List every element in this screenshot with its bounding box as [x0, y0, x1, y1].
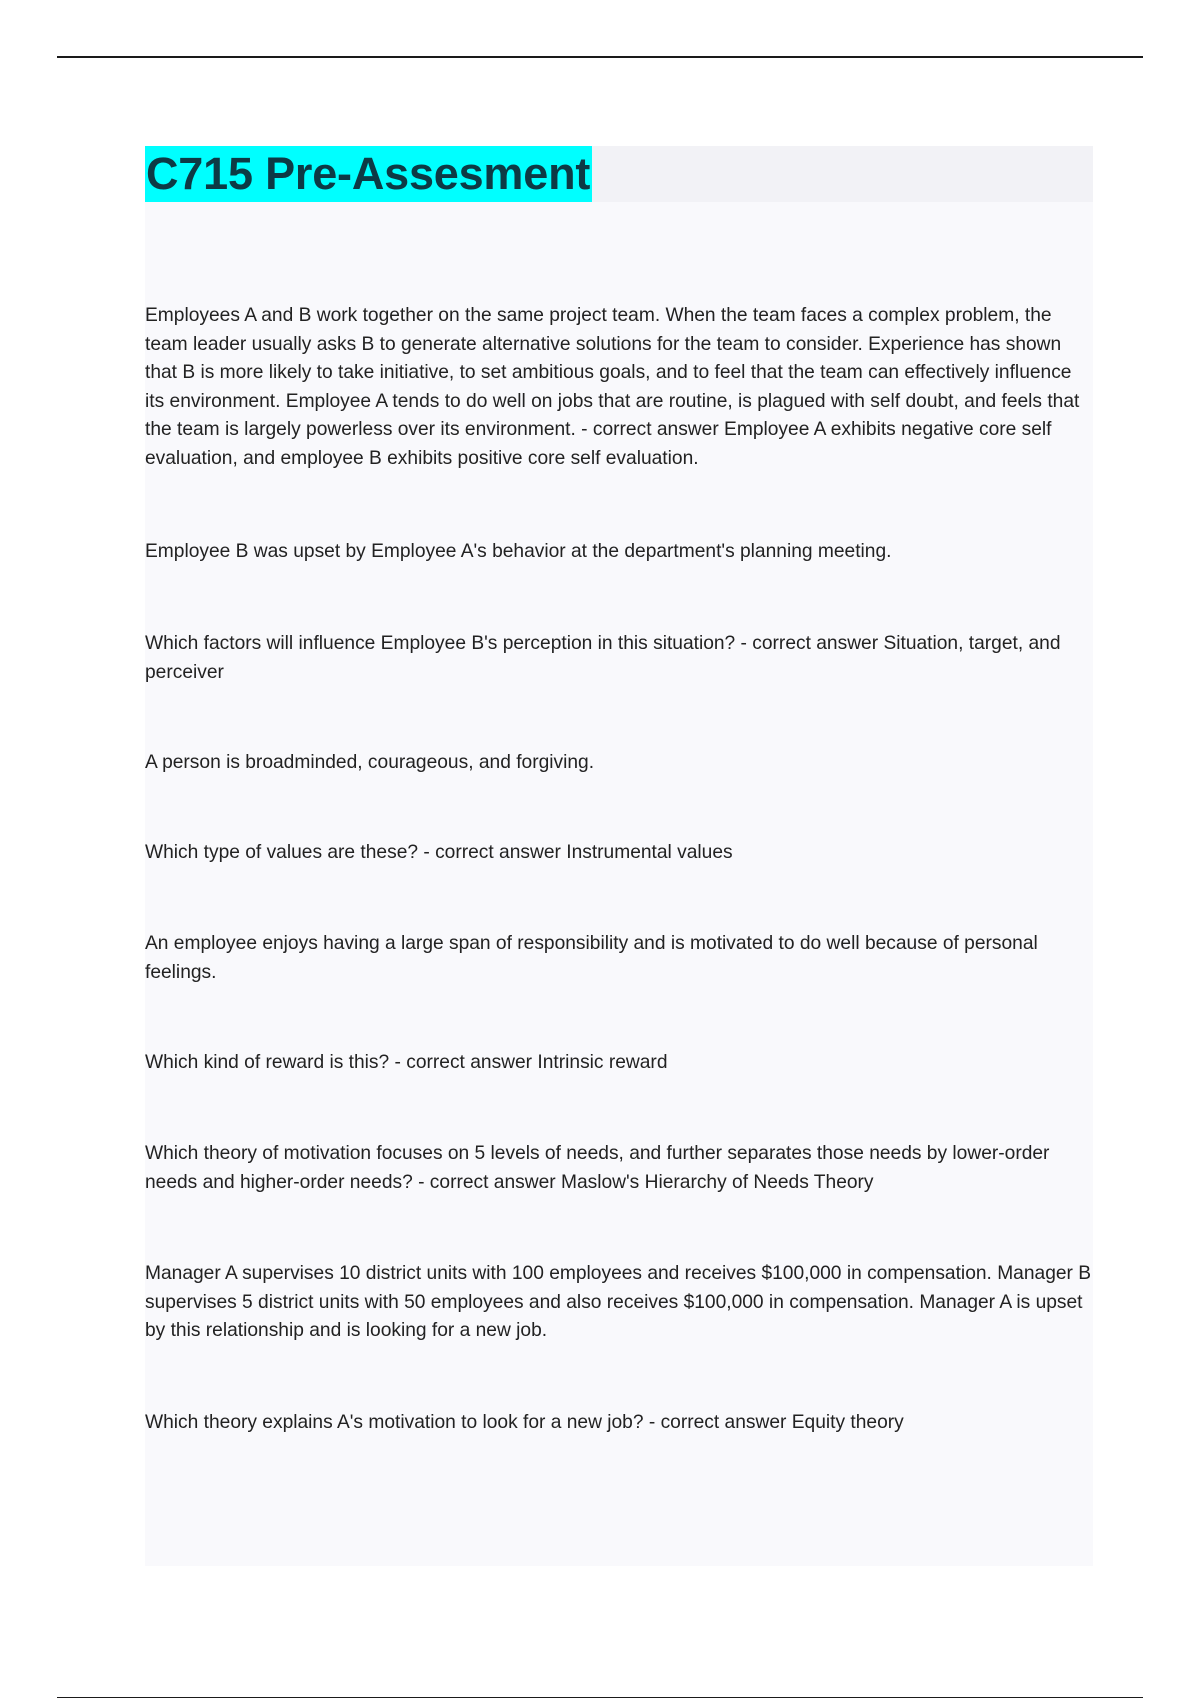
paragraph: Employee B was upset by Employee A's behavior at the department's planning meeting. [145, 541, 892, 562]
paragraph: A person is broadminded, courageous, and forgiving. [145, 752, 595, 773]
paragraph: Which kind of reward is this? - correct answer Intrinsic reward [145, 1052, 668, 1073]
title-bar [145, 146, 1093, 202]
paragraph: Manager A supervises 10 district units with 100 employees and receives $100,000 in compensation. Manager B supervises 5 district units with 50 employees and also receives $100,000 in compensation. Manager A is upset by this relationship and is looking for a new job. [145, 1263, 1092, 1342]
page-content [145, 146, 1093, 1566]
paragraph: Which type of values are these? - correct answer Instrumental values [145, 842, 733, 863]
paragraph: Which theory explains A's motivation to look for a new job? - correct answer Equity theory [145, 1412, 904, 1433]
page-title: C715 Pre-Assesment [145, 146, 592, 202]
paragraph: Which factors will influence Employee B's perception in this situation? - correct answer Situation, target, and perceiver [145, 633, 1061, 683]
paragraph: Employees A and B work together on the same project team. When the team faces a complex problem, the team leader usually asks B to generate alternative solutions for the team to consider. Experience has shown that B is more likely to take initiative, to set ambitious goals, and to feel that the team can effectively influence its environment. Employee A tends to do well on jobs that are routine, is plagued with self doubt, and feels that the team is largely powerless over its environment. - correct answer Employee A exhibits negative core self evaluation, and employee B exhibits positive core self evaluation. [145, 305, 1080, 469]
paragraph: An employee enjoys having a large span of responsibility and is motivated to do well because of personal feelings. [145, 933, 1038, 983]
footer-rule [57, 1697, 1143, 1698]
header-rule [57, 56, 1143, 58]
paragraph: Which theory of motivation focuses on 5 levels of needs, and further separates those needs by lower-order needs and higher-order needs? - correct answer Maslow's Hierarchy of Needs Theory [145, 1143, 1050, 1193]
